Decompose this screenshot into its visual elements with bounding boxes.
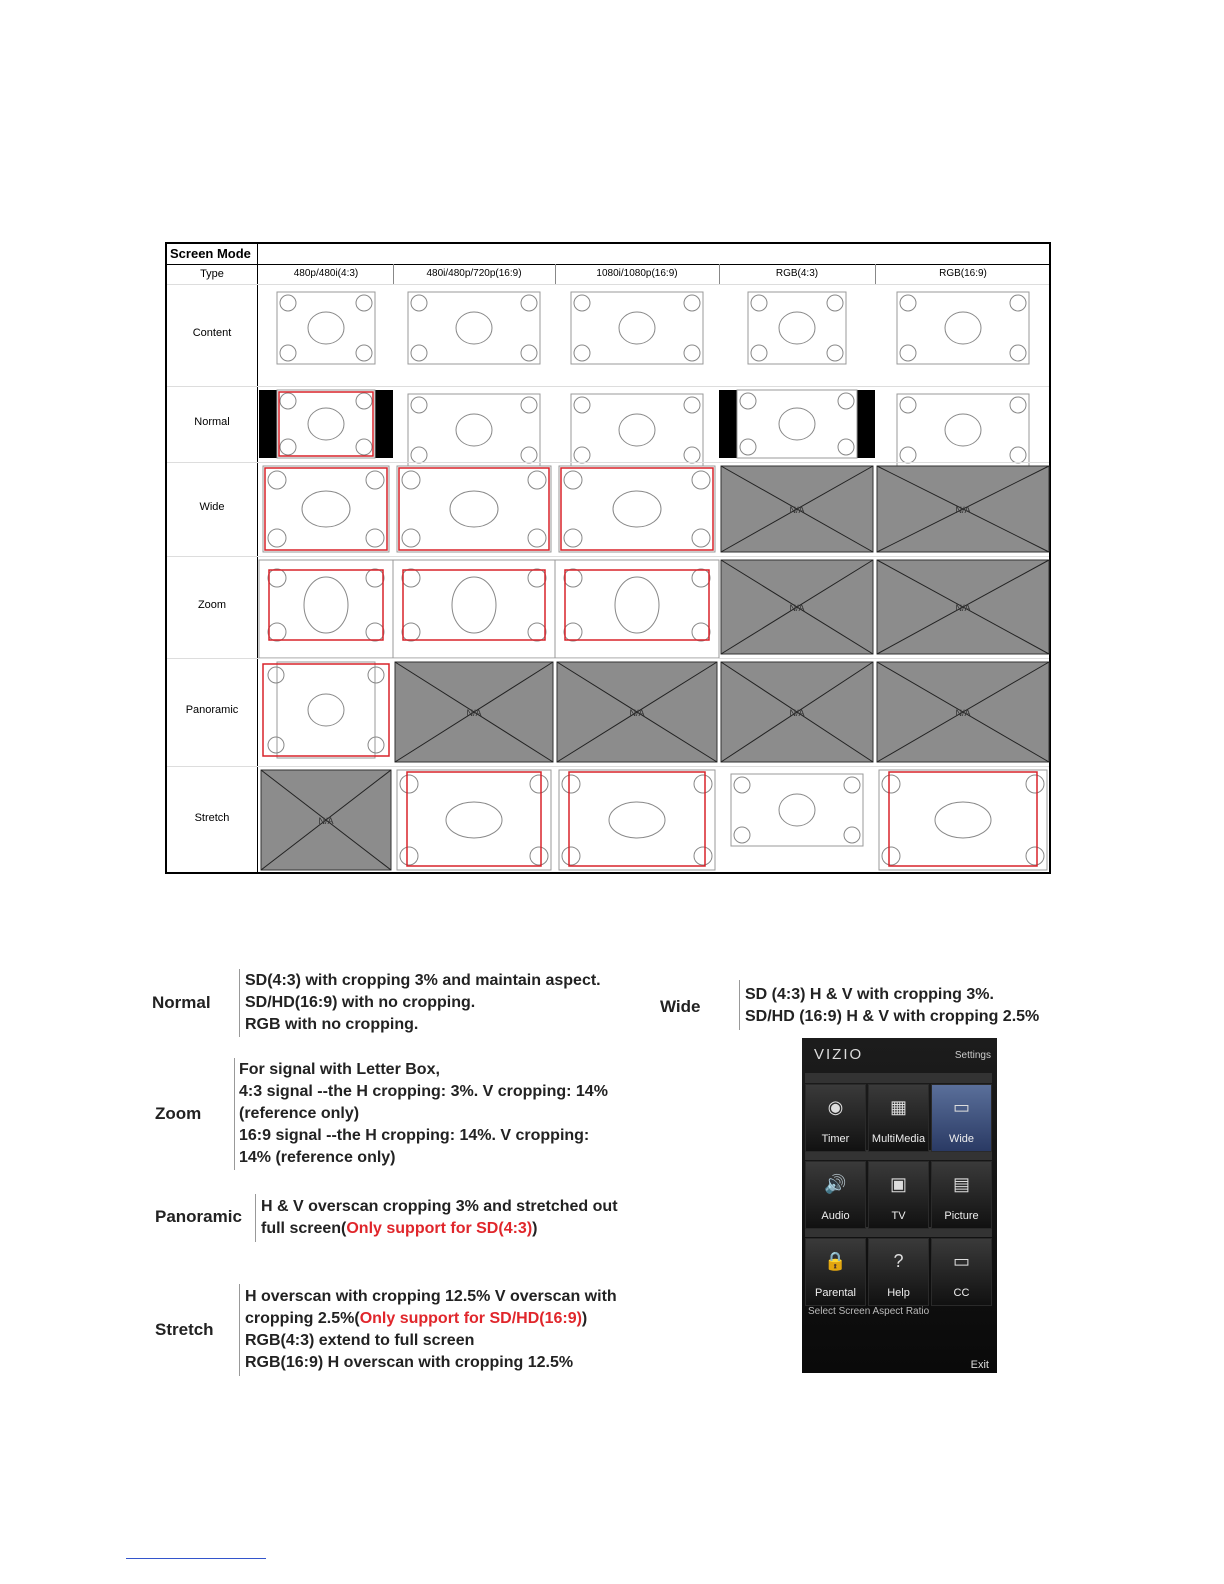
- mode-cell-stretch-red: [393, 766, 555, 874]
- panoramic-text: full screen(: [261, 1220, 347, 1237]
- column-header: 480i/480p/720p(16:9): [426, 268, 522, 279]
- menu-tile-multimedia[interactable]: [868, 1084, 929, 1152]
- na-label: N/A: [789, 505, 805, 515]
- mode-cell-na: [555, 658, 719, 766]
- na-label: N/A: [955, 603, 971, 613]
- zoom-label: Zoom: [155, 1104, 202, 1123]
- footer-link-line: [126, 1558, 266, 1559]
- zoom-line: (reference only): [239, 1105, 360, 1122]
- frame: [408, 394, 540, 466]
- mode-cell-na: [875, 556, 1051, 658]
- lock-icon: 🔒: [824, 1251, 847, 1271]
- stretch-line: RGB(16:9) H overscan with cropping 12.5%: [245, 1354, 574, 1371]
- panoramic-note: Only support for SD(4:3): [346, 1220, 533, 1237]
- na-label: N/A: [955, 708, 971, 718]
- mode-cell-na: [719, 462, 875, 556]
- frame: [571, 292, 703, 364]
- menu-tile-parental[interactable]: [805, 1238, 866, 1306]
- frame: [393, 560, 555, 658]
- menu-tile-audio[interactable]: [805, 1161, 866, 1229]
- audio-icon: 🔊: [824, 1174, 847, 1194]
- mode-cell-na: [875, 658, 1051, 766]
- menu-tile-label: CC: [953, 1287, 970, 1299]
- panoramic-text-end: ): [532, 1220, 538, 1237]
- normal-label: Normal: [152, 993, 211, 1012]
- menu-status-text: Select Screen Aspect Ratio: [808, 1306, 930, 1317]
- tv-icon: ▣: [889, 1174, 908, 1194]
- mode-cell-zoom-red: [259, 556, 393, 658]
- zoom-divider: [234, 1058, 235, 1170]
- wide-line: SD/HD (16:9) H & V with cropping 2.5%: [745, 1008, 1040, 1025]
- frame: [277, 390, 375, 458]
- frame: [277, 292, 375, 364]
- normal-line: RGB with no cropping.: [245, 1016, 419, 1033]
- mode-cell-plain169: [393, 386, 555, 462]
- menu-tile-cc[interactable]: [931, 1238, 992, 1306]
- wide-label: Wide: [660, 997, 701, 1016]
- menu-tile-picture[interactable]: [931, 1161, 992, 1229]
- frame: [277, 662, 375, 758]
- multimedia-icon: ▦: [889, 1097, 908, 1117]
- panoramic-divider: [255, 1194, 256, 1242]
- frame: [737, 390, 857, 458]
- row-label: Stretch: [194, 812, 230, 824]
- wide-icon: ▭: [952, 1097, 971, 1117]
- wide-divider: [739, 980, 740, 1030]
- frame: [731, 774, 863, 846]
- na-label: N/A: [629, 708, 645, 718]
- menu-tile-label: Timer: [821, 1133, 850, 1145]
- row-label: Content: [192, 327, 232, 339]
- menu-row-bar: [805, 1073, 992, 1083]
- zoom-description: [239, 1059, 608, 1169]
- column-header: 1080i/1080p(16:9): [596, 268, 678, 279]
- mode-cell-wide-red: [555, 462, 719, 556]
- column-separator: [393, 264, 394, 284]
- stretch-line: [245, 1308, 617, 1330]
- panoramic-line: [261, 1218, 618, 1240]
- menu-tile-label: Parental: [815, 1287, 856, 1299]
- na-label: N/A: [466, 708, 482, 718]
- mode-cell-plain169: [555, 386, 719, 462]
- zoom-line: 14% (reference only): [239, 1149, 396, 1166]
- table-title: Screen Mode: [170, 246, 251, 261]
- mode-cell-stretch-red: [875, 766, 1051, 874]
- stretch-line: RGB(4:3) extend to full screen: [245, 1332, 475, 1349]
- cc-icon: ▭: [952, 1251, 971, 1271]
- menu-tile-wide[interactable]: [931, 1084, 992, 1152]
- menu-tile-help[interactable]: [868, 1238, 929, 1306]
- column-separator: [875, 264, 876, 284]
- column-header-row: [167, 264, 1049, 285]
- menu-tile-label: Help: [887, 1287, 910, 1299]
- mode-cell-wide-red: [259, 462, 393, 556]
- mode-cell-pan-red: [259, 658, 393, 766]
- zoom-line: 16:9 signal --the H cropping: 14%. V cropping:: [239, 1127, 590, 1144]
- frame: [555, 560, 719, 658]
- menu-tile-timer[interactable]: [805, 1084, 866, 1152]
- mode-cell-content43: [259, 284, 393, 386]
- stretch-description: [245, 1286, 617, 1374]
- picture-icon: ▤: [952, 1174, 971, 1194]
- mode-cell-na: [875, 462, 1051, 556]
- normal-description: [245, 970, 601, 1036]
- frame: [263, 466, 389, 552]
- screen-mode-table: [165, 242, 1051, 874]
- column-header: RGB(4:3): [775, 268, 819, 279]
- panoramic-label: Panoramic: [155, 1207, 242, 1226]
- na-label: N/A: [789, 603, 805, 613]
- column-separator: [555, 264, 556, 284]
- zoom-line: For signal with Letter Box,: [239, 1061, 440, 1078]
- normal-line: SD/HD(16:9) with no cropping.: [245, 994, 476, 1011]
- mode-cell-plain169: [719, 766, 875, 874]
- vizio-logo: VIZIO: [814, 1046, 864, 1063]
- menu-tile-label: Audio: [821, 1210, 850, 1222]
- stretch-text-end: ): [581, 1310, 588, 1327]
- frame: [408, 292, 540, 364]
- table-header-row: [167, 244, 1049, 265]
- frame: [571, 394, 703, 466]
- frame: [559, 770, 715, 870]
- timer-icon: ◉: [827, 1097, 844, 1117]
- menu-tile-label: Wide: [948, 1133, 975, 1145]
- row-label: Normal: [194, 416, 230, 428]
- help-icon: ?: [893, 1251, 904, 1271]
- panoramic-description: [261, 1196, 618, 1240]
- stretch-note: Only support for SD/HD(16:9): [359, 1310, 582, 1327]
- panoramic-line: H & V overscan cropping 3% and stretched out: [261, 1198, 618, 1215]
- mode-cell-content169: [393, 284, 555, 386]
- exit-button[interactable]: Exit: [970, 1359, 989, 1371]
- na-label: N/A: [955, 505, 971, 515]
- zoom-line: 4:3 signal --the H cropping: 3%. V cropping: 14%: [239, 1083, 608, 1100]
- mode-cell-pillar-red: [259, 386, 393, 462]
- frame: [748, 292, 846, 364]
- menu-tile-label: Picture: [944, 1210, 979, 1222]
- frame: [897, 292, 1029, 364]
- normal-line: SD(4:3) with cropping 3% and maintain aspect.: [245, 972, 601, 989]
- mode-cell-wide-red: [393, 462, 555, 556]
- mode-cell-na: [259, 766, 393, 874]
- stretch-divider: [239, 1284, 240, 1376]
- na-label: N/A: [789, 708, 805, 718]
- mode-cell-pillar: [719, 386, 875, 462]
- mode-cell-zoom-red: [393, 556, 555, 658]
- tv-settings-menu: [802, 1038, 997, 1373]
- mode-cell-na: [393, 658, 555, 766]
- stretch-line: H overscan with cropping 12.5% V overscan with: [245, 1288, 617, 1305]
- mode-cell-stretch-red: [555, 766, 719, 874]
- frame: [259, 560, 393, 658]
- mode-cell-content169: [875, 284, 1051, 386]
- mode-cell-content43: [719, 284, 875, 386]
- label-column-divider: [257, 244, 258, 872]
- wide-line: SD (4:3) H & V with cropping 3%.: [745, 986, 994, 1003]
- column-header: 480p/480i(4:3): [293, 268, 359, 279]
- normal-divider: [239, 969, 240, 1037]
- wide-description: [745, 984, 1039, 1028]
- menu-tile-tv[interactable]: [868, 1161, 929, 1229]
- na-label: N/A: [318, 816, 334, 826]
- column-header: RGB(16:9): [939, 268, 987, 279]
- stretch-text: cropping 2.5%(: [245, 1310, 360, 1327]
- menu-tile-label: TV: [891, 1210, 906, 1222]
- stretch-label: Stretch: [155, 1320, 214, 1339]
- mode-cell-plain169: [875, 386, 1051, 462]
- mode-cell-zoom-red: [555, 556, 719, 658]
- settings-title: Settings: [954, 1050, 991, 1061]
- column-separator: [719, 264, 720, 284]
- row-label: Zoom: [197, 599, 227, 611]
- frame: [397, 770, 551, 870]
- frame: [897, 394, 1029, 466]
- mode-cell-na: [719, 556, 875, 658]
- mode-cell-na: [719, 658, 875, 766]
- menu-tile-label: MultiMedia: [871, 1133, 926, 1145]
- type-header: Type: [200, 268, 224, 280]
- row-label: Panoramic: [185, 704, 239, 716]
- row-label: Wide: [199, 501, 225, 513]
- frame: [879, 770, 1047, 870]
- mode-cell-content169: [555, 284, 719, 386]
